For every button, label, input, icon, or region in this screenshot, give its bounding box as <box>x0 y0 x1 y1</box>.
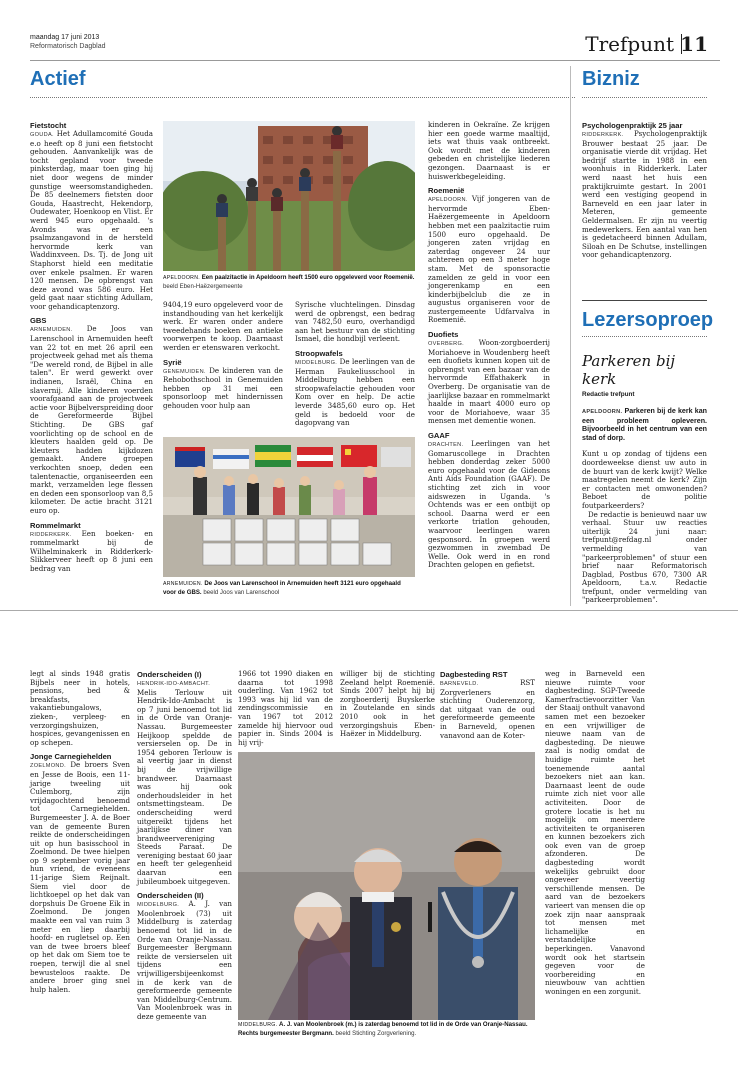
article-body <box>428 121 550 181</box>
article-text: De broers Sven en Jesse de Boois, een 11-jarige tweeling uit Culemborg, zijn vrijdagochtend benoemd tot Carnegiehelden. Burgemeester J. A. de Boer van de gemeente Buren reikte de onderscheidingen uit op hun basisschool in Zoelmond. De twee hielpen op 9 september vorig jaar hun vriend, de eveneens 11-jarige Siem Reijnalt. Siem viel door de lichtkoepel op het dak van dorpshuis De Groene Eik in Zoelmond. De jongen maakte een val van ruim 3 meter en liep daarbij hoofd- en rugletsel op. Een van de twee broers bleef op het dak om Siem toe te roepen, terwijl die al snel bewusteloos raakte. De andere broer ging snel hulp halen. <box>30 760 130 994</box>
article-lead: OVERBERG. <box>428 341 464 348</box>
article-lead: ZOELMOND. <box>30 763 66 770</box>
article-text: 9404,19 euro opgeleverd voor de instandhouding van het kerkelijk werk. Er waren onder andere tweedehands boeken en antieke voorwerpen te koop. Daarnaast werden er etenswaren verkocht. <box>163 300 283 352</box>
article-heading: Onderscheiden (II) <box>137 891 204 901</box>
article-body <box>30 530 153 574</box>
bizniz-heading: Psychologenpraktijk 25 jaar <box>582 121 683 130</box>
article-body <box>295 358 415 428</box>
paalzit-photo <box>163 121 415 271</box>
paalzit-photo-image <box>163 121 415 271</box>
article-lead: MIDDELBURG. <box>295 359 338 366</box>
section-rule-bizniz <box>582 97 707 98</box>
article-body <box>163 367 283 411</box>
article-heading: Roemenië <box>428 186 465 196</box>
actief-column-3 <box>295 301 415 428</box>
bizniz-text: Psychologenpraktijk Brouwer bestaat 25 jaar. De organisatie vierde dit vrijdag. Het bedrijf startte in 1988 in een woonhuis in Ridderkerk. Later werd naast het huis een praktijkruimte gestart. In 2001 werd een vestiging geopend in Barneveld en een jaar later in Meteren, gemeente Geldermalsen. Er zijn nu veertig medewerkers. Een aantal van hen is gedetacheerd binnen Adullam, Siloah en De Schutse, instellingen voor gehandicaptenzorg. <box>582 129 707 260</box>
section-rule-lezersoproep <box>582 336 707 337</box>
actief-column-1 <box>30 121 153 574</box>
article-text: Melis Terlouw uit Hendrik-Ido-Ambacht is op 7 juni benoemd tot lid in de Orde van Oranje-Nassau. Burgemeester Heijkoop speldde de versierselen op. De in 1954 geboren Terlouw is al veertig jaar in dienst bij de vrijwillige brandweer. Daarnaast was hij ook onderhoudsleider in het ontsmettingsteam. De onderscheiding werd uitgereikt tijdens het jaarlijkse diner van brandweervereniging Steeds Paraat. De vereniging bestaat 60 jaar en heeft ter gelegenheid daarvan een jubileumboek uitgegeven. <box>137 687 232 886</box>
article-lead: HENDRIK-IDO-AMBACHT. <box>137 681 211 687</box>
actief-column-4 <box>428 121 550 570</box>
article-heading: Jonge Carnegiehelden <box>30 752 112 762</box>
bizniz-article <box>582 121 707 260</box>
bottom-column-1 <box>30 670 130 994</box>
article-body <box>30 670 130 747</box>
bizniz-lead: RIDDERKERK. <box>582 132 624 138</box>
bottom-column-5 <box>440 670 535 740</box>
moolenbroek-caption <box>238 1021 535 1037</box>
article-body <box>428 440 550 570</box>
article-text: De leerlingen van de Herman Faukeliusschool in Middelburg hebben een stroopwafelactie gehouden voor Kom over en help. De actie leverde 3485,60 euro op. Het geld is bedoeld voor de dagopvang van <box>295 356 415 428</box>
article-body <box>30 130 153 311</box>
publication-name: Reformatorisch Dagblad <box>30 43 106 50</box>
section-rule-actief <box>30 97 575 98</box>
article-lead: ARNEMUIDEN. <box>30 327 73 334</box>
article-heading: Duofiets <box>428 330 459 340</box>
intro-lead: APELDOORN. <box>582 409 623 415</box>
article-text: Vijf jongeren van de hervormde Eben-Haëzergemeente in Apeldoorn hebben met een paalzitactie ruim 1500 euro opgehaald. De jongeren zaten vrijdag en zaterdag ongeveer 24 uur achtereen op een 3 meter hoge stam. Met de sponsoractie zamelden ze geld in voor een jongerenkamp en een kinderbijbelclub die ze in augustus organiseren voor de zustergemeente Udfarvalva in Roemenië. <box>428 194 550 325</box>
bottom-column-6: weg in Barneveld een nieuwe ruimte voor dagbesteding. SGP-Tweede Kamerfractievoorzitter Van der Staaij onthult vanavond samen met een bezoeker en een vrijwilliger de nieuwe naam van de dagbesteding. De nieuwe zaal is nodig omdat de huidige ruimte het toenemende aantal bezoekers niet aan kan. Daarnaast leent de oude ruimte zich niet voor alle activiteiten. Door de grotere locatie is het nu mogelijk om meerdere activiteiten te organiseren en kunnen bezoekers zich ook even van de groep afzonderen. De dagbesteding wordt wekelijks gebruikt door ongeveer veertig verschillende mensen. De aard van de bezoekers varieert van mensen die op zoek zijn naar aanspraak tot mensen met lichamelijke en verstandelijke beperkingen. Vanavond wordt ook het startsein gegeven voor de voorbereiding en nieuwbouw van achttien woningen en een zorgunit. <box>545 669 645 996</box>
article-text: De Joos van Larenschool in Arnemuiden heeft van 22 tot en met 26 april een projectweek gehad met als thema "De wereld rond, de Bijbel in alle talen". Er werd gewerkt over indianen, Israël, China en slavernij. Alle kinderen voerden voorafgaand aan de projectweek actie voor Bijbelverspreiding door de Gereformeerde Bijbel Stichting. De GBS gaf voorlichting op de school en de kleuters haalden geld op. De kleuters hadden kijkdozen gemaakt. Andere groepen verkochten snoep, deden een talentenactie, organiseerden een markt, verzamelden lege flessen en deden een sponsorloop van 8,5 kilometer. De actie bracht 3121 euro op. <box>30 324 153 515</box>
article-heading: Syrië <box>163 357 182 367</box>
dagbesteding-heading: Dagbesteding RST <box>440 670 508 679</box>
article-body <box>428 339 550 426</box>
caption-credit: beeld Joos van Larenschool <box>203 588 280 596</box>
gbs-caption <box>163 580 415 596</box>
article-heading: GBS <box>30 316 47 326</box>
caption-location: ARNEMUIDEN. <box>163 581 203 587</box>
sidebar-divider <box>570 66 571 606</box>
caption-text: Een paalzitactie in Apeldoorn heeft 1500 euro opgeleverd voor Roemenië. <box>201 274 415 281</box>
article-text: Woon-zorgboerderij Moriahoeve in Woudenberg heeft een duofiets kunnen kopen uit de opbrengst van een bazaar van de hervormde Effathakerk in Overberg. De organisatie van de jaarlijkse bazaar en rommelmarkt haalde in maart 4000 euro op voor de Moriahoeve, waar 35 mensen met dementie wonen. <box>428 338 550 426</box>
intro <box>582 407 707 442</box>
masthead-rule <box>30 60 720 61</box>
article-body <box>30 761 130 994</box>
dagbesteding-body <box>440 679 535 740</box>
paalzit-caption <box>163 274 415 290</box>
article-text: Leerlingen van het Gomaruscollege in Drachten hebben donderdag zeker 5000 euro opgehaald voor de Gideons Anti Aids Foundation (GAAF). De stichting zet zich in voor aidswezen in Uganda. 's Ochtends was er een ontbijt op school. Daarna werd er een verkorte triatlon gehouden, waarvoor leerlingen waren gesponsord. In groepen werd gezwommen in zwembad De Welle. Ook werd in en rond Drachten gelopen en gefietst. <box>428 439 550 570</box>
article-lead: GOUDA. <box>30 132 54 138</box>
article-lead: GENEMUIDEN. <box>163 368 206 375</box>
lezersoproep-top-rule <box>582 300 707 301</box>
section-name: Trefpunt <box>585 32 674 56</box>
masthead <box>30 32 720 62</box>
article-text: legt al sinds 1948 gratis Bijbels neer in hotels, pensions, bed & breakfasts, vakantiebungalows, zieken-, verpleeg- en verzorgingshuizen, hospices, gevangenissen en op schepen. <box>30 669 130 747</box>
caption-location: MIDDELBURG. <box>238 1022 278 1028</box>
bottom-column-2 <box>137 670 232 1022</box>
section-title-actief: Actief <box>30 68 86 90</box>
article-text: Een boeken- en rommelmarkt bij de Wilhelminakerk in Ridderkerk-Slikkerveer heeft op 8 juni een bedrag van <box>30 528 153 573</box>
article-body <box>428 195 550 325</box>
caption-credit: beeld Stichting Zorgverlening. <box>335 1029 417 1037</box>
article-heading: Rommelmarkt <box>30 520 81 530</box>
article-text: kinderen in Oekraïne. Ze krijgen hier een goede warme maaltijd, iets wat thuis vaak ontbreekt. Ook wordt met de kinderen gebeden en christelijke liederen gezongen. Daarnaast is er huiswerkbegeleiding. <box>428 120 550 181</box>
caption-credit: beeld Eben-Haëzergemeente <box>163 282 243 290</box>
intro-text: Parkeren bij de kerk kan een probleem opleveren. Bijvoorbeeld in het centrum van een stad of dorp. <box>582 407 707 442</box>
article-body <box>30 325 153 515</box>
article-lead: APELDOORN. <box>428 197 468 204</box>
article-body <box>295 301 415 344</box>
article-body <box>137 900 232 1021</box>
dagbesteding-lead: BARNEVELD. <box>440 681 479 687</box>
dagbesteding-text: RST Zorgverleners en stichting Ouderenzorg, dat uitgaat van de oud gereformeerde gemeente in Barneveld, openen vanavond aan de Koter- <box>440 678 535 740</box>
caption-text: A. J. van Moolenbroek (m.) is zaterdag benoemd tot lid in de Orde van Oranje-Nassau. Rechts burgemeester Bergmann. <box>238 1021 528 1037</box>
section-title-lezersoproep: Lezersoproep <box>582 309 714 331</box>
article-heading: Fietstocht <box>30 121 67 130</box>
actief-column-2 <box>163 301 283 411</box>
article-body <box>137 679 232 886</box>
caption-text: De Joos van Larenschool in Arnemuiden heeft 3121 euro opgehaald voor de GBS. <box>163 580 401 596</box>
page-fold-rule <box>0 610 738 611</box>
article-title: Parkeren bij kerk <box>582 352 676 388</box>
article-text: De kinderen van de Rehobothschool in Genemuiden hebben op 31 mei een sponsorloop met hindernissen gehouden voor hulp aan <box>163 365 283 410</box>
article-heading: Onderscheiden (I) <box>137 670 202 679</box>
article-text: Syrische vluchtelingen. Dinsdag werd de opbrengst, een bedrag van 7482,50 euro, overhandigd aan het bestuur van de stichting Ismael, die hondbijl verleent. <box>295 300 415 344</box>
paragraph-2: De redactie is benieuwd naar uw verhaal. Stuur uw reacties uiterlijk 24 juni naar: trefpunt@refdag.nl onder vermelding van "parkeerproblemen" of stuur een brief naar Reformatorisch Dagblad, Postbus 670, 7300 AR Apeldoorn, t.a.v. Redactie trefpunt, onder vermelding van "parkeerproblemen". <box>582 509 707 605</box>
byline: Redactie trefpunt <box>582 391 635 398</box>
article-lead: DRACHTEN. <box>428 442 464 448</box>
article-lead: RIDDERKERK. <box>30 531 72 538</box>
article-lead: MIDDELBURG. <box>137 902 180 909</box>
lezersoproep-article <box>582 352 707 605</box>
bottom-column-4: williger bij de stichting Zeeland helpt Roemenië. Sinds 2007 helpt hij bij zorgboerderij Buyskerke in Zoutelande en sinds 2010 ook in het verzorgingshuis Eben-Haëzer in Middelburg. <box>340 669 435 739</box>
moolenbroek-photo <box>238 752 535 1020</box>
article-heading: GAAF <box>428 431 450 440</box>
article-text: A. J. van Moolenbroek (73) uit Middelburg is zaterdag benoemd tot lid in de Orde van Oranje-Nassau. Burgemeester Bergmann reikte de versierselen uit tijdens een vrijwilligersbijeenkomst in de kerk van de gereformeerde gemeente van Middelburg-Centrum. Van Moolenbroek was in deze gemeente van <box>137 899 232 1021</box>
article-heading: Stroopwafels <box>295 348 343 358</box>
paragraph-1: Kunt u op zondag of tijdens een doordeweekse dienst uw auto in de buurt van de kerk kwijt? Welke maatregelen neemt de kerk? Zijn er contacten met omwonenden? Beboet de politie foutparkeerders? <box>582 449 707 510</box>
gbs-photo-image <box>163 437 415 577</box>
section-title-bizniz: Bizniz <box>582 68 640 90</box>
bizniz-body <box>582 130 707 260</box>
page-number: 11 <box>680 32 708 56</box>
issue-date: maandag 17 juni 2013 <box>30 34 100 41</box>
moolenbroek-photo-image <box>238 752 535 1020</box>
bottom-column-3: 1966 tot 1990 diaken en daarna tot 1998 ouderling. Van 1962 tot 1993 was hij lid van de zendingscommissie en van 1967 tot 2012 zamelde hij hiervoor oud papier in. Sinds 2004 is hij vrij- <box>238 669 333 747</box>
article-text: Het Adullamcomité Gouda e.o heeft op 8 juni een fietstocht gehouden. Aanvankelijk was de tocht gepland voor tweede pinksterdag, maar toen ging hij niet door wegens de minder gunstige weersomstandigheden. De 85 deelnemers fietsten door Gouda, Haastrecht, Hekendorp, Oudewater, Hoenkoop en Vlist. Er werd 945 euro opgehaald. 's Avonds was er een psalmzangavond in de hersteld hervormde kerk van Waddinxveen. Ds. Tj. de Jong uit Staphorst hield een meditatie over enkele psalmen. Er waren 120 mensen. De opbrengst van deze avond was 586 euro. Het geld gaat naar stichting Adullam, voor gehandicaptenzorg. <box>30 129 153 311</box>
gbs-photo <box>163 437 415 577</box>
caption-location: APELDOORN. <box>163 275 201 281</box>
article-body <box>163 301 283 353</box>
